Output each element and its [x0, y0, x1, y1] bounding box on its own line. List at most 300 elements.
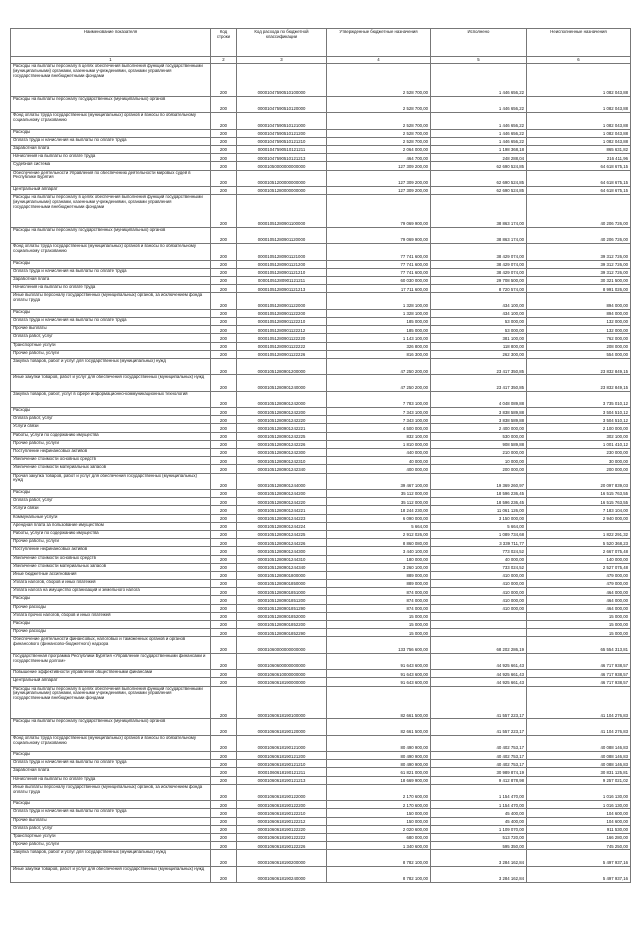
table-row [11, 514, 631, 522]
row-line-code: 200 [211, 64, 237, 97]
row-budget-code: 00001060000000000000 [237, 637, 327, 653]
table-row [11, 408, 631, 416]
row-budget-code: 00001051280901121000 [237, 244, 327, 260]
row-approved-value: 874 000,00 [327, 588, 431, 596]
row-unexecuted-value: 15 000,00 [527, 612, 631, 620]
row-line-code: 200 [211, 334, 237, 342]
row-line-code: 200 [211, 268, 237, 276]
row-approved-value: 1 143 100,00 [327, 334, 431, 342]
row-approved-value: 2 528 700,00 [327, 64, 431, 97]
row-budget-code: 00001051280901242300 [237, 449, 327, 457]
row-unexecuted-value: 16 515 763,55 [527, 490, 631, 498]
row-executed-value: 30 989 874,19 [431, 768, 527, 776]
row-budget-code: 00001050000000000000 [237, 162, 327, 170]
row-name: Расходы на выплаты персоналу государственных (муниципальных) органов [11, 719, 211, 735]
row-unexecuted-value: 30 321 500,00 [527, 277, 631, 285]
row-line-code: 200 [211, 391, 237, 407]
table-row [11, 64, 631, 97]
row-budget-code: 00001060610000000000 [237, 670, 327, 678]
row-name: Государственная программа Республики Бурятия «Управление государственными финансами и государственным долгом» [11, 653, 211, 669]
row-approved-value: 127 309 200,00 [327, 186, 431, 194]
row-unexecuted-value: 9 257 021,02 [527, 776, 631, 784]
table-row [11, 530, 631, 538]
row-approved-value: 91 643 600,00 [327, 670, 431, 678]
row-executed-value: 44 925 661,43 [431, 670, 527, 678]
row-budget-code: 00001051280901242200 [237, 408, 327, 416]
table-row [11, 154, 631, 162]
row-approved-value: 91 643 600,00 [327, 653, 431, 669]
row-name: Прочие расходы [11, 604, 211, 612]
row-executed-value: 773 024,52 [431, 547, 527, 555]
table-row [11, 391, 631, 407]
row-name: Прочие работы, услуги [11, 539, 211, 547]
row-line-code: 200 [211, 637, 237, 653]
row-approved-value: 874 000,00 [327, 596, 431, 604]
row-name: Расходы на выплаты персоналу государственных (муниципальных) органов [11, 227, 211, 243]
column-number: 5 [431, 57, 527, 64]
table-row [11, 129, 631, 137]
row-approved-value: 8 782 100,00 [327, 850, 431, 866]
row-approved-value: 1 328 100,00 [327, 293, 431, 309]
row-unexecuted-value: 1 082 043,88 [527, 129, 631, 137]
row-line-code: 200 [211, 678, 237, 686]
row-executed-value: 410 000,00 [431, 580, 527, 588]
row-unexecuted-value: 1 822 291,32 [527, 530, 631, 538]
row-executed-value: 3 284 162,84 [431, 866, 527, 882]
table-row [11, 776, 631, 784]
row-budget-code: 00001051280901122200 [237, 309, 327, 317]
table-row [11, 506, 631, 514]
row-line-code: 200 [211, 784, 237, 800]
row-budget-code: 00001047590510121000 [237, 113, 327, 129]
table-row [11, 96, 631, 112]
row-line-code: 200 [211, 719, 237, 735]
table-row [11, 285, 631, 293]
table-row [11, 293, 631, 309]
report-page [10, 28, 630, 883]
row-executed-value: 38 429 074,00 [431, 260, 527, 268]
row-name: Транспортные услуги [11, 342, 211, 350]
row-approved-value: 2 064 000,00 [327, 145, 431, 153]
row-approved-value: 15 000,00 [327, 612, 431, 620]
row-name: Закупка товаров, работ и услуг для государственных (муниципальных) нужд [11, 850, 211, 866]
row-unexecuted-value [527, 522, 631, 530]
row-budget-code: 00001051280901800000 [237, 571, 327, 579]
table-row [11, 432, 631, 440]
table-row [11, 563, 631, 571]
row-unexecuted-value: 464 000,00 [527, 588, 631, 596]
row-line-code: 200 [211, 670, 237, 678]
row-executed-value: 40 402 753,17 [431, 760, 527, 768]
row-line-code: 200 [211, 137, 237, 145]
row-line-code: 200 [211, 432, 237, 440]
table-row [11, 162, 631, 170]
row-budget-code: 00001051280901244221 [237, 506, 327, 514]
row-executed-value: 45 400,00 [431, 817, 527, 825]
row-budget-code: 00001051280901122220 [237, 334, 327, 342]
row-line-code: 200 [211, 571, 237, 579]
row-line-code: 200 [211, 490, 237, 498]
row-unexecuted-value: 46 717 938,57 [527, 678, 631, 686]
row-unexecuted-value: 1 082 043,88 [527, 64, 631, 97]
row-name: Прочие работы, услуги [11, 440, 211, 448]
row-name: Расходы [11, 260, 211, 268]
row-name: Иные закупки товаров, работ и услуг для обеспечения государственных (муниципальных) нужд [11, 866, 211, 882]
table-row [11, 850, 631, 866]
table-row [11, 784, 631, 800]
row-name: Прочие работы, услуги [11, 842, 211, 850]
row-executed-value: 434 100,00 [431, 309, 527, 317]
row-line-code: 200 [211, 768, 237, 776]
row-name: Услуги связи [11, 424, 211, 432]
row-unexecuted-value: 20 097 839,03 [527, 473, 631, 489]
row-unexecuted-value: 2 667 075,48 [527, 547, 631, 555]
row-name: Увеличение стоимости основных средств [11, 555, 211, 563]
row-budget-code: 00001051280901244000 [237, 473, 327, 489]
row-unexecuted-value: 39 312 726,00 [527, 260, 631, 268]
row-approved-value: 80 490 900,00 [327, 752, 431, 760]
row-unexecuted-value: 16 515 763,55 [527, 498, 631, 506]
row-name: Расходы [11, 596, 211, 604]
row-line-code: 200 [211, 457, 237, 465]
table-row [11, 547, 631, 555]
row-line-code: 200 [211, 817, 237, 825]
row-line-code: 200 [211, 506, 237, 514]
row-approved-value: 889 000,00 [327, 580, 431, 588]
row-approved-value: 15 000,00 [327, 621, 431, 629]
row-unexecuted-value: 15 000,00 [527, 629, 631, 637]
table-row [11, 318, 631, 326]
row-name: Расходы [11, 801, 211, 809]
row-name: Услуги связи [11, 506, 211, 514]
row-budget-code: 00001060618190121213 [237, 776, 327, 784]
table-row [11, 195, 631, 228]
row-approved-value: 2 912 026,00 [327, 530, 431, 538]
row-approved-value: 3 440 100,00 [327, 547, 431, 555]
row-budget-code: 00001051280901244223 [237, 514, 327, 522]
row-budget-code: 00001060618190240000 [237, 866, 327, 882]
row-name: Коммунальные услуги [11, 514, 211, 522]
row-budget-code: 00001060618190100000 [237, 686, 327, 719]
row-name: Расходы на выплаты персоналу в целях обеспечения выполнения функций государственными (муниципальными) органами, казенными учреждениями, органами управления государственными внебюджетными фондами [11, 686, 211, 719]
row-approved-value: 77 741 600,00 [327, 268, 431, 276]
table-row [11, 612, 631, 620]
row-name: Судебная система [11, 162, 211, 170]
table-row [11, 834, 631, 842]
row-executed-value: 410 000,00 [431, 571, 527, 579]
row-executed-value: 62 690 524,85 [431, 162, 527, 170]
budget-execution-table [10, 28, 631, 883]
row-line-code: 200 [211, 621, 237, 629]
row-name: Увеличение стоимости материальных запасов [11, 465, 211, 473]
row-approved-value: 7 343 100,00 [327, 408, 431, 416]
table-row [11, 440, 631, 448]
row-budget-code: 00001051280901242000 [237, 391, 327, 407]
row-name: Работы, услуги по содержанию имущества [11, 530, 211, 538]
row-approved-value: 440 000,00 [327, 449, 431, 457]
row-unexecuted-value: 23 832 849,15 [527, 358, 631, 374]
row-budget-code: 00001051280901121210 [237, 268, 327, 276]
row-unexecuted-value: 5 497 937,16 [527, 866, 631, 882]
row-line-code: 200 [211, 555, 237, 563]
row-line-code: 200 [211, 408, 237, 416]
row-approved-value: 464 700,00 [327, 154, 431, 162]
table-row [11, 498, 631, 506]
row-line-code: 200 [211, 530, 237, 538]
row-line-code: 200 [211, 809, 237, 817]
row-name: Обеспечение деятельности финансовых, налоговых и таможенных органов и органов финансового (финансово-бюджетного) надзора [11, 637, 211, 653]
row-executed-value: 3 838 589,88 [431, 408, 527, 416]
row-unexecuted-value: 2 527 075,48 [527, 563, 631, 571]
table-row [11, 653, 631, 669]
table-row [11, 866, 631, 882]
row-budget-code: 00001047590510121213 [237, 154, 327, 162]
row-name: Расходы [11, 752, 211, 760]
row-unexecuted-value: 23 832 849,15 [527, 375, 631, 391]
table-row [11, 342, 631, 350]
row-approved-value: 17 711 600,00 [327, 285, 431, 293]
row-line-code: 200 [211, 498, 237, 506]
row-line-code: 200 [211, 170, 237, 186]
row-line-code: 200 [211, 735, 237, 751]
table-row [11, 473, 631, 489]
row-executed-value: 1 446 656,22 [431, 137, 527, 145]
row-name: Работы, услуги по содержанию имущества [11, 432, 211, 440]
row-executed-value: 908 589,88 [431, 440, 527, 448]
row-line-code: 200 [211, 580, 237, 588]
row-name: Уплата налога на имущество организаций и земельного налога [11, 588, 211, 596]
row-unexecuted-value: 30 831 125,81 [527, 768, 631, 776]
table-row [11, 268, 631, 276]
row-unexecuted-value: 200 000,00 [527, 465, 631, 473]
row-executed-value: 3 339 711,77 [431, 539, 527, 547]
row-name: Центральный аппарат [11, 186, 211, 194]
row-executed-value: 595 350,00 [431, 842, 527, 850]
row-executed-value: 41 557 223,17 [431, 686, 527, 719]
header-unexecuted: Неисполненные назначения [527, 29, 631, 57]
row-name: Расходы [11, 309, 211, 317]
row-line-code: 200 [211, 596, 237, 604]
row-line-code: 200 [211, 326, 237, 334]
row-budget-code: 00001051280901121211 [237, 277, 327, 285]
row-approved-value: 35 112 000,00 [327, 498, 431, 506]
row-executed-value: 5 664,00 [431, 522, 527, 530]
row-executed-value: 19 369 260,97 [431, 473, 527, 489]
row-name: Оплата работ, услуг [11, 334, 211, 342]
row-executed-value: 1 446 656,22 [431, 96, 527, 112]
row-executed-value: 41 557 223,17 [431, 719, 527, 735]
row-executed-value: 53 000,00 [431, 326, 527, 334]
row-line-code: 200 [211, 604, 237, 612]
row-approved-value: 91 643 600,00 [327, 678, 431, 686]
row-budget-code: 00001051280901852200 [237, 621, 327, 629]
table-row [11, 670, 631, 678]
table-row [11, 760, 631, 768]
row-approved-value: 832 100,00 [327, 432, 431, 440]
row-line-code: 200 [211, 752, 237, 760]
row-budget-code: 00001051280901851000 [237, 588, 327, 596]
row-name: Оплата труда и начисления на выплаты по оплате труда [11, 809, 211, 817]
row-name: Оплата труда и начисления на выплаты по оплате труда [11, 318, 211, 326]
row-unexecuted-value: 1 082 043,88 [527, 137, 631, 145]
row-budget-code: 00001051280000000000 [237, 186, 327, 194]
row-approved-value: 60 030 000,00 [327, 277, 431, 285]
row-budget-code: 00001051280901244220 [237, 498, 327, 506]
row-line-code: 200 [211, 162, 237, 170]
row-name: Фонд оплаты труда государственных (муниципальных) органов и взносы по обязательному социальному страхованию [11, 113, 211, 129]
table-row [11, 490, 631, 498]
row-approved-value: 185 000,00 [327, 318, 431, 326]
row-executed-value: 62 690 524,85 [431, 186, 527, 194]
header-executed: Исполнено [431, 29, 527, 57]
row-budget-code: 00001051280901121213 [237, 285, 327, 293]
row-name: Расходы на выплаты персоналу государственных (муниципальных) органов [11, 96, 211, 112]
row-unexecuted-value: 30 000,00 [527, 457, 631, 465]
table-row [11, 358, 631, 374]
row-executed-value: 40 000,00 [431, 555, 527, 563]
row-executed-value [431, 612, 527, 620]
row-line-code: 200 [211, 760, 237, 768]
row-approved-value: 35 112 000,00 [327, 490, 431, 498]
row-executed-value: 44 925 661,43 [431, 678, 527, 686]
row-executed-value: 1 109 070,00 [431, 825, 527, 833]
row-line-code: 200 [211, 776, 237, 784]
table-row [11, 539, 631, 547]
row-approved-value: 77 741 600,00 [327, 260, 431, 268]
table-row [11, 809, 631, 817]
row-approved-value: 3 260 100,00 [327, 563, 431, 571]
row-executed-value: 23 417 350,85 [431, 375, 527, 391]
row-executed-value: 9 412 878,98 [431, 776, 527, 784]
row-line-code: 200 [211, 350, 237, 358]
row-unexecuted-value: 554 000,00 [527, 350, 631, 358]
row-name: Начисления на выплаты по оплате труда [11, 285, 211, 293]
row-executed-value: 410 000,00 [431, 596, 527, 604]
table-row [11, 424, 631, 432]
row-unexecuted-value: 3 504 510,12 [527, 408, 631, 416]
table-row [11, 334, 631, 342]
row-name: Поступление нефинансовых активов [11, 449, 211, 457]
table-row [11, 580, 631, 588]
row-budget-code: 00001051280901851200 [237, 596, 327, 604]
row-unexecuted-value: 911 530,00 [527, 825, 631, 833]
column-number: 2 [211, 57, 237, 64]
row-unexecuted-value: 1 082 043,88 [527, 113, 631, 129]
table-row [11, 817, 631, 825]
row-approved-value: 79 069 900,00 [327, 227, 431, 243]
table-row [11, 260, 631, 268]
row-unexecuted-value: 894 000,00 [527, 293, 631, 309]
row-executed-value: 3 150 000,00 [431, 514, 527, 522]
row-line-code: 200 [211, 309, 237, 317]
row-approved-value: 185 000,00 [327, 326, 431, 334]
row-budget-code: 00001060618190121000 [237, 735, 327, 751]
table-row [11, 768, 631, 776]
row-budget-code: 00001047590510121211 [237, 145, 327, 153]
row-line-code: 200 [211, 563, 237, 571]
row-name: Заработная плата [11, 277, 211, 285]
row-unexecuted-value: 64 618 675,15 [527, 162, 631, 170]
row-approved-value: 2 528 700,00 [327, 129, 431, 137]
row-budget-code: 00001051280901240000 [237, 375, 327, 391]
table-row [11, 227, 631, 243]
row-unexecuted-value: 2 940 000,00 [527, 514, 631, 522]
row-executed-value: 10 000,00 [431, 457, 527, 465]
row-executed-value: 29 708 500,00 [431, 277, 527, 285]
row-name: Закупка товаров, работ, услуг в сфере информационно-коммуникационных технологий [11, 391, 211, 407]
table-row [11, 309, 631, 317]
row-line-code: 200 [211, 612, 237, 620]
row-budget-code: 00001060618190122222 [237, 834, 327, 842]
row-line-code: 200 [211, 129, 237, 137]
row-approved-value: 180 000,00 [327, 555, 431, 563]
row-unexecuted-value: 40 088 146,83 [527, 760, 631, 768]
row-executed-value: 38 863 174,00 [431, 227, 527, 243]
row-executed-value: 410 000,00 [431, 604, 527, 612]
row-unexecuted-value: 1 001 410,12 [527, 440, 631, 448]
row-budget-code: 00001060618190200000 [237, 850, 327, 866]
row-line-code: 200 [211, 834, 237, 842]
row-line-code: 200 [211, 440, 237, 448]
row-executed-value: 248 288,04 [431, 154, 527, 162]
row-approved-value: 6 090 000,00 [327, 514, 431, 522]
row-budget-code: 00001060618190121210 [237, 760, 327, 768]
row-line-code: 200 [211, 342, 237, 350]
row-budget-code: 00001051280901244200 [237, 490, 327, 498]
row-line-code: 200 [211, 186, 237, 194]
row-unexecuted-value: 140 000,00 [527, 555, 631, 563]
row-budget-code: 00001060618190120000 [237, 719, 327, 735]
row-executed-value: 118 800,00 [431, 342, 527, 350]
row-line-code: 200 [211, 293, 237, 309]
row-name: Начисления на выплаты по оплате труда [11, 154, 211, 162]
table-row [11, 825, 631, 833]
row-executed-value: 44 925 661,43 [431, 653, 527, 669]
table-row [11, 522, 631, 530]
row-unexecuted-value: 40 088 146,83 [527, 735, 631, 751]
row-budget-code: 00001060618190121211 [237, 768, 327, 776]
row-executed-value: 38 429 074,00 [431, 244, 527, 260]
row-unexecuted-value: 39 312 726,00 [527, 268, 631, 276]
table-row [11, 801, 631, 809]
row-approved-value: 2 170 600,00 [327, 784, 431, 800]
row-unexecuted-value: 41 104 276,83 [527, 686, 631, 719]
table-row [11, 350, 631, 358]
table-body [11, 57, 631, 883]
row-executed-value: 40 402 753,17 [431, 735, 527, 751]
header-line-code: Код строки [211, 29, 237, 57]
row-approved-value: 77 741 600,00 [327, 244, 431, 260]
row-executed-value: 38 429 074,00 [431, 268, 527, 276]
column-number: 6 [527, 57, 631, 64]
row-unexecuted-value: 230 000,00 [527, 449, 631, 457]
row-line-code: 200 [211, 154, 237, 162]
row-budget-code: 00001051280901242226 [237, 440, 327, 448]
row-approved-value: 133 756 600,00 [327, 637, 431, 653]
row-budget-code: 00001051280901242221 [237, 424, 327, 432]
row-unexecuted-value: 7 183 104,00 [527, 506, 631, 514]
row-line-code: 200 [211, 465, 237, 473]
row-unexecuted-value: 3 735 010,12 [527, 391, 631, 407]
row-budget-code: 00001051280901851290 [237, 604, 327, 612]
row-unexecuted-value: 40 206 726,00 [527, 195, 631, 228]
row-name: Повышение эффективности управления общественными финансами [11, 670, 211, 678]
row-executed-value: 53 000,00 [431, 318, 527, 326]
row-unexecuted-value: 40 088 146,83 [527, 752, 631, 760]
row-unexecuted-value: 104 600,00 [527, 817, 631, 825]
row-line-code: 200 [211, 473, 237, 489]
row-executed-value: 45 400,00 [431, 809, 527, 817]
